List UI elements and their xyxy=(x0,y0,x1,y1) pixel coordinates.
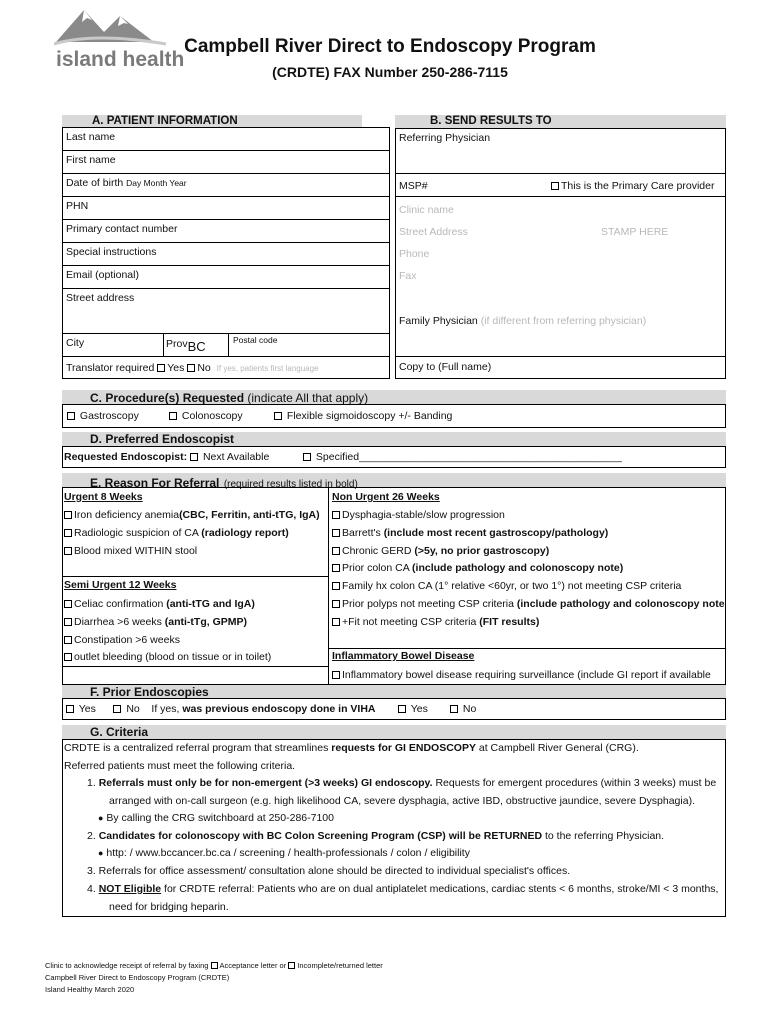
section-c-heading xyxy=(90,391,368,405)
urgent-item-iron[interactable] xyxy=(64,510,320,521)
page-subtitle: (CRDTE) FAX Number 250-286-7115 xyxy=(272,64,508,80)
criteria-item-4 xyxy=(87,884,718,895)
sigmoidoscopy-label: Flexible sigmoidoscopy +/- Banding xyxy=(286,410,453,422)
nonurgent-item-fit[interactable] xyxy=(332,617,539,628)
viha-no-option[interactable] xyxy=(450,704,476,715)
primary-care-row xyxy=(551,181,714,192)
ibd-checkbox[interactable] xyxy=(332,671,340,679)
footer-ack-c: Incomplete/returned letter xyxy=(297,961,383,970)
section-b-heading: B. SEND RESULTS TO xyxy=(430,115,552,127)
criteria-1-bullet-text: By calling the CRG switchboard at 250-286-7100 xyxy=(106,812,334,824)
nonurgent-gerd-checkbox[interactable] xyxy=(332,547,340,555)
copy-to-field[interactable]: Copy to (Full name) xyxy=(399,361,492,373)
semi-urgent-title: Semi Urgent 12 Weeks xyxy=(64,579,177,591)
criteria-1-bold: Referrals must only be for non-emergent (>3 weeks) GI endoscopy. xyxy=(98,777,433,789)
criteria-2-text: to the referring Physician. xyxy=(542,830,665,842)
csp-link[interactable]: http: / www.bccancer.bc.ca / screening / health-professionals / colon / eligibility xyxy=(106,847,470,859)
criteria-4-text: for CRDTE referral: Patients who are on dual antiplatelet medications, cardiac stents < 6 months, stroke/MI < 3 months, xyxy=(161,883,719,895)
dob-field[interactable] xyxy=(66,178,187,189)
criteria-4-num: 4. xyxy=(87,883,99,895)
footer-ack-a: Clinic to acknowledge receipt of referral by faxing xyxy=(45,961,211,970)
section-c-title: C. Procedure(s) Requested xyxy=(90,391,245,405)
section-e-title: E. Reason For Referral xyxy=(90,476,220,490)
nonurgent-fit-req: (FIT results) xyxy=(479,616,540,628)
next-available-checkbox[interactable] xyxy=(190,453,198,461)
prov-label: Prov xyxy=(166,338,188,350)
specified-label[interactable]: Specified_____________________________________________ xyxy=(315,451,622,463)
translator-yes-label: Yes xyxy=(167,362,185,374)
footer-date: Island Healthy March 2020 xyxy=(45,985,135,994)
criteria-item-1-bullet xyxy=(98,813,334,824)
semi-item-constipation[interactable] xyxy=(64,635,180,646)
gastroscopy-checkbox[interactable] xyxy=(67,412,75,420)
nonurgent-barretts-req: (include most recent gastroscopy/pathology) xyxy=(383,527,609,539)
street-address-b-field[interactable]: Street Address xyxy=(399,226,468,238)
criteria-intro-a: CRDTE is a centralized referral program that streamlines xyxy=(64,742,332,754)
prov-value: BC xyxy=(187,339,206,354)
specified-checkbox[interactable] xyxy=(303,453,311,461)
criteria-intro xyxy=(64,743,639,754)
section-c-note: (indicate All that apply) xyxy=(247,391,369,405)
nonurgent-barretts-text: Barrett's xyxy=(342,527,384,539)
viha-yes-label: Yes xyxy=(410,703,428,715)
last-name-field[interactable]: Last name xyxy=(66,131,116,143)
nonurgent-polyps-req: (include pathology and colonoscopy note xyxy=(516,598,725,610)
criteria-item-2-bullet xyxy=(98,848,470,859)
bullet-icon: ● xyxy=(98,848,104,858)
criteria-2-bold: Candidates for colonoscopy with BC Colon Screening Program (CSP) will be RETURNED xyxy=(98,830,543,842)
criteria-1-num: 1. xyxy=(87,777,99,789)
nonurgent-familyhx-text: Family hx colon CA (1° relative <60yr, or two 1°) not meeting CSP criteria xyxy=(342,580,682,592)
primary-care-label: This is the Primary Care provider xyxy=(561,180,715,192)
nonurgent-item-dysphagia[interactable] xyxy=(332,510,505,521)
colonoscopy-label: Colonoscopy xyxy=(181,410,243,422)
criteria-1-text: Requests for emergent procedures (within 3 weeks) must be xyxy=(432,777,717,789)
first-name-field[interactable]: First name xyxy=(66,154,116,166)
semi-celiac-text: Celiac confirmation xyxy=(74,598,167,610)
family-physician-label: Family Physician xyxy=(399,315,478,327)
criteria-item-1 xyxy=(87,778,716,789)
viha-question-pre: If yes, xyxy=(151,703,183,715)
incomplete-checkbox[interactable] xyxy=(288,962,295,969)
prior-yes-checkbox[interactable] xyxy=(66,705,74,713)
semi-diarrhea-checkbox[interactable] xyxy=(64,618,72,626)
footer-acknowledge xyxy=(45,961,383,970)
semi-outlet-text: outlet bleeding (blood on tissue or in toilet) xyxy=(74,651,272,663)
translator-no-checkbox[interactable] xyxy=(187,364,195,372)
contact-number-field[interactable]: Primary contact number xyxy=(66,223,178,235)
prov-field[interactable] xyxy=(166,336,206,354)
ibd-text: Inflammatory bowel disease requiring surveillance (include GI report if available xyxy=(342,669,711,681)
city-field[interactable]: City xyxy=(66,337,85,349)
urgent-radiologic-checkbox[interactable] xyxy=(64,529,72,537)
dob-hint: Day Month Year xyxy=(126,178,187,188)
phn-field[interactable]: PHN xyxy=(66,200,89,212)
family-physician-hint: (if different from referring physician) xyxy=(480,315,647,327)
endoscopist-label: Requested Endoscopist: xyxy=(64,451,188,463)
nonurgent-polyps-text: Prior polyps not meeting CSP criteria xyxy=(342,598,517,610)
criteria-item-1-cont: arranged with on-call surgeon (e.g. high likelihood CA, severe dysphagia, active IBD, obstructive jaundice, severe Dysphagia). xyxy=(109,795,695,807)
sigmoidoscopy-option[interactable] xyxy=(274,411,452,422)
footer-ack-b: Acceptance letter or xyxy=(219,961,289,970)
nonurgent-familyhx-checkbox[interactable] xyxy=(332,582,340,590)
footer-program: Campbell River Direct to Endoscopy Program (CRDTE) xyxy=(45,973,230,982)
street-address-field[interactable]: Street address xyxy=(66,292,135,304)
viha-no-label: No xyxy=(462,703,477,715)
section-e-note: (required results listed in bold) xyxy=(223,479,358,490)
section-g-heading: G. Criteria xyxy=(90,725,149,739)
nonurgent-dysphagia-checkbox[interactable] xyxy=(332,511,340,519)
ibd-item[interactable] xyxy=(332,670,711,681)
section-d-heading: D. Preferred Endoscopist xyxy=(90,432,235,446)
nonurgent-polyps-checkbox[interactable] xyxy=(332,600,340,608)
family-physician-field[interactable] xyxy=(399,316,646,327)
dob-label: Date of birth xyxy=(66,177,124,189)
prior-no-label: No xyxy=(126,703,140,715)
next-available-label: Next Available xyxy=(202,451,270,463)
nonurgent-barretts-checkbox[interactable] xyxy=(332,529,340,537)
semi-item-outlet[interactable] xyxy=(64,652,271,663)
urgent-blood-checkbox[interactable] xyxy=(64,547,72,555)
nonurgent-colonca-text: Prior colon CA xyxy=(342,562,413,574)
nonurgent-item-barretts[interactable] xyxy=(332,528,608,539)
colonoscopy-option[interactable] xyxy=(169,411,243,422)
urgent-radiologic-text: Radiologic suspicion of CA xyxy=(74,527,202,539)
msp-field[interactable]: MSP# xyxy=(399,180,428,192)
viha-yes-option[interactable] xyxy=(398,704,428,715)
email-field[interactable]: Email (optional) xyxy=(66,269,139,281)
gastroscopy-label: Gastroscopy xyxy=(79,410,139,422)
fax-field[interactable]: Fax xyxy=(399,270,417,282)
viha-question: was previous endoscopy done in VIHA xyxy=(182,703,376,715)
criteria-p2: Referred patients must meet the following criteria. xyxy=(64,760,296,772)
semi-item-diarrhea[interactable] xyxy=(64,617,247,628)
clinic-name-field[interactable]: Clinic name xyxy=(399,204,454,216)
nonurgent-dysphagia-text: Dysphagia-stable/slow progression xyxy=(342,509,505,521)
bullet-icon: ● xyxy=(98,813,104,823)
semi-outlet-checkbox[interactable] xyxy=(64,653,72,661)
criteria-item-4-cont: need for bridging heparin. xyxy=(109,901,229,913)
criteria-intro-b: requests for GI ENDOSCOPY xyxy=(331,742,476,754)
referring-physician-field[interactable]: Referring Physician xyxy=(399,132,491,144)
gastroscopy-option[interactable] xyxy=(67,411,139,422)
section-f-heading: F. Prior Endoscopies xyxy=(90,685,209,699)
translator-no-label: No xyxy=(197,362,211,374)
stamp-here-label: STAMP HERE xyxy=(601,226,669,238)
semi-diarrhea-req: (anti-tTg, GPMP) xyxy=(164,616,248,628)
nonurgent-colonca-req: (include pathology and colonoscopy note) xyxy=(412,562,624,574)
sigmoidoscopy-checkbox[interactable] xyxy=(274,412,282,420)
prior-endoscopy-row xyxy=(66,704,375,715)
urgent-title: Urgent 8 Weeks xyxy=(64,491,143,503)
nonurgent-fit-text: +Fit not meeting CSP criteria xyxy=(342,616,480,628)
special-instructions-field[interactable]: Special instructions xyxy=(66,246,157,258)
nonurgent-gerd-text: Chronic GERD xyxy=(342,545,415,557)
nonurgent-colonca-checkbox[interactable] xyxy=(332,564,340,572)
ibd-title: Inflammatory Bowel Disease xyxy=(332,650,475,662)
nonurgent-item-gerd[interactable] xyxy=(332,546,549,557)
nonurgent-item-colonca[interactable] xyxy=(332,563,623,574)
viha-no-checkbox[interactable] xyxy=(450,705,458,713)
semi-item-celiac[interactable] xyxy=(64,599,255,610)
urgent-blood-text: Blood mixed WITHIN stool xyxy=(74,545,198,557)
non-urgent-title: Non Urgent 26 Weeks xyxy=(332,491,440,503)
nonurgent-gerd-req: (>5y, no prior gastroscopy) xyxy=(414,545,550,557)
semi-diarrhea-text: Diarrhea >6 weeks xyxy=(74,616,165,628)
urgent-radiologic-req: (radiology report) xyxy=(201,527,289,539)
urgent-iron-checkbox[interactable] xyxy=(64,511,72,519)
urgent-item-blood[interactable] xyxy=(64,546,197,557)
primary-care-checkbox[interactable] xyxy=(551,182,559,190)
translator-row xyxy=(66,363,319,374)
urgent-item-radiologic[interactable] xyxy=(64,528,289,539)
semi-celiac-req: (anti-tTG and IgA) xyxy=(166,598,255,610)
urgent-iron-text: Iron deficiency anemia xyxy=(74,509,180,521)
send-results-box xyxy=(395,128,726,379)
acceptance-checkbox[interactable] xyxy=(211,962,218,969)
postal-code-field[interactable]: Postal code xyxy=(233,335,278,345)
nonurgent-fit-checkbox[interactable] xyxy=(332,618,340,626)
criteria-intro-c: at Campbell River General (CRG). xyxy=(475,742,639,754)
logo-text: island health xyxy=(56,48,185,71)
urgent-iron-req: (CBC, Ferritin, anti-tTG, IgA) xyxy=(179,509,320,521)
nonurgent-item-familyhx[interactable] xyxy=(332,581,681,592)
semi-celiac-checkbox[interactable] xyxy=(64,600,72,608)
endoscopist-row xyxy=(64,452,269,463)
viha-yes-checkbox[interactable] xyxy=(398,705,406,713)
semi-constipation-text: Constipation >6 weeks xyxy=(74,634,180,646)
translator-yes-checkbox[interactable] xyxy=(157,364,165,372)
criteria-2-num: 2. xyxy=(87,830,99,842)
translator-label: Translator required xyxy=(66,362,155,374)
prior-no-checkbox[interactable] xyxy=(113,705,121,713)
phone-field[interactable]: Phone xyxy=(399,248,430,260)
semi-constipation-checkbox[interactable] xyxy=(64,636,72,644)
criteria-item-2 xyxy=(87,831,664,842)
criteria-item-3: 3. Referrals for office assessment/ consultation alone should be directed to individual specialist's offices. xyxy=(87,865,571,877)
nonurgent-item-polyps[interactable] xyxy=(332,599,725,610)
criteria-4-bold: NOT Eligible xyxy=(98,883,162,895)
section-a-heading: A. PATIENT INFORMATION xyxy=(92,115,238,127)
specified-row xyxy=(303,452,622,463)
translator-hint: If yes, patients first language xyxy=(216,364,319,373)
prior-yes-label: Yes xyxy=(78,703,96,715)
page-title: Campbell River Direct to Endoscopy Program xyxy=(184,36,596,57)
colonoscopy-checkbox[interactable] xyxy=(169,412,177,420)
